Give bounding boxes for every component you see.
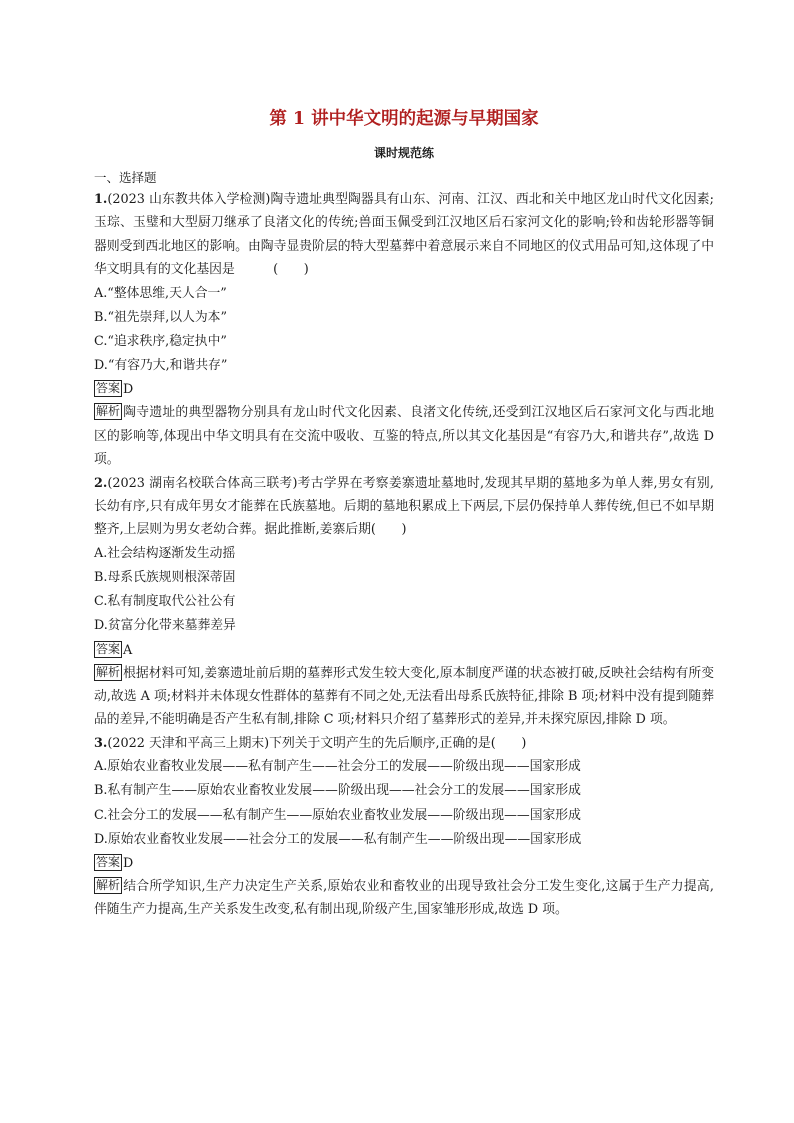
answer-line <box>94 378 714 401</box>
answer-value: D <box>123 855 134 871</box>
explanation-tag: 解析 <box>96 404 121 419</box>
option-d: D.原始农业畜牧业发展——社会分工的发展——私有制产生——阶级出现——国家形成 <box>94 831 582 847</box>
option-c: C.私有制度取代公社公有 <box>94 594 236 610</box>
explanation <box>94 401 714 471</box>
answer-tag: 答案 <box>96 641 121 656</box>
explanation-text: 陶寺遗址的典型器物分别具有龙山时代文化因素、良渚文化传统,还受到江汉地区后石家河文化与西北地区的影响等,体现出中华文明具有在交流中吸收、互鉴的特点,所以其文化基因是“有容乃大,和谐共存”,故选 D 项。 <box>94 405 714 468</box>
explanation-tag: 解析 <box>96 664 121 679</box>
question-number: 2. <box>94 475 108 491</box>
answer-line <box>94 852 714 875</box>
question-text: (2023 山东教共体入学检测)陶寺遗址典型陶器具有山东、河南、江汉、西北和关中地区龙山时代文化因素;玉琮、玉璧和大型厨刀继承了良渚文化的传统;兽面玉佩受到江汉地区后石家河文化的影响;铃和齿轮形器等铜器则受到西北地区的影响。由陶寺显贵阶层的特大型墓葬中着意展示来自不同地区的仪式用品可知,这体现了中华文明具有的文化基因是 ( ) <box>94 192 714 278</box>
option-c: C.“追求秩序,稳定执中” <box>94 334 227 349</box>
answer-line <box>94 639 714 662</box>
question-1 <box>94 188 714 472</box>
option-a: A.原始农业畜牧业发展——私有制产生——社会分工的发展——阶级出现——国家形成 <box>94 759 581 775</box>
question-stem <box>94 732 714 755</box>
question-3 <box>94 732 714 922</box>
option-d: D.“有容乃大,和谐共存” <box>94 358 228 374</box>
section-heading: 一、选择题 <box>94 170 157 185</box>
question-stem <box>94 188 714 282</box>
option-c: C.社会分工的发展——私有制产生——原始农业畜牧业发展——阶级出现——国家形成 <box>94 807 581 823</box>
question-number: 1. <box>94 192 108 207</box>
option-d: D.贫富分化带来墓葬差异 <box>94 618 236 634</box>
option-b: B.母系氏族规则根深蒂固 <box>94 570 236 585</box>
answer-value: A <box>123 642 133 658</box>
option-b: B.“祖先崇拜,以人为本” <box>94 309 227 325</box>
explanation-text: 结合所学知识,生产力决定生产关系,原始农业和畜牧业的出现导致社会分工发生变化,这属于生产力提高,伴随生产力提高,生产关系发生改变,私有制出现,阶级产生,国家雏形形成,故选 D 项。 <box>94 878 714 918</box>
answer-tag: 答案 <box>96 381 121 396</box>
answer-value: D <box>123 382 134 398</box>
question-number: 3. <box>94 735 108 751</box>
explanation <box>94 662 714 732</box>
worksheet-page <box>94 106 714 922</box>
explanation <box>94 875 714 922</box>
explanation-tag: 解析 <box>96 877 121 892</box>
question-2 <box>94 472 714 732</box>
lesson-title: 第 1 讲中华文明的起源与早期国家 <box>269 109 539 129</box>
explanation-text: 根据材料可知,姜寨遗址前后期的墓葬形式发生较大变化,原本制度严谨的状态被打破,反映社会结构有所变动,故选 A 项;材料并未体现女性群体的墓葬有不同之处,无法看出母系氏族特征,排除 B 项;材料中没有提到随葬品的差异,不能明确是否产生私有制,排除 C 项;材料只介绍了墓葬形式的差异,并未探究原因,排除 D 项。 <box>94 665 714 728</box>
answer-tag: 答案 <box>96 854 121 869</box>
question-stem <box>94 472 714 542</box>
question-text: (2023 湖南名校联合体高三联考)考古学界在考察姜寨遗址墓地时,发现其早期的墓地多为单人葬,男女有别,长幼有序,只有成年男女才能葬在氏族墓地。后期的墓地积累成上下两层,下层仍保持单人葬传统,但已不如早期整齐,上层则为男女老幼合葬。据此推断,姜寨后期( ) <box>94 475 714 538</box>
question-text: (2022 天津和平高三上期末)下列关于文明产生的先后顺序,正确的是( ) <box>107 735 527 751</box>
option-a: A.社会结构逐渐发生动摇 <box>94 545 236 561</box>
option-b: B.私有制产生——原始农业畜牧业发展——阶级出现——社会分工的发展——国家形成 <box>94 783 581 799</box>
option-a: A.“整体思维,天人合一” <box>94 285 227 301</box>
lesson-subtitle: 课时规范练 <box>373 146 434 160</box>
